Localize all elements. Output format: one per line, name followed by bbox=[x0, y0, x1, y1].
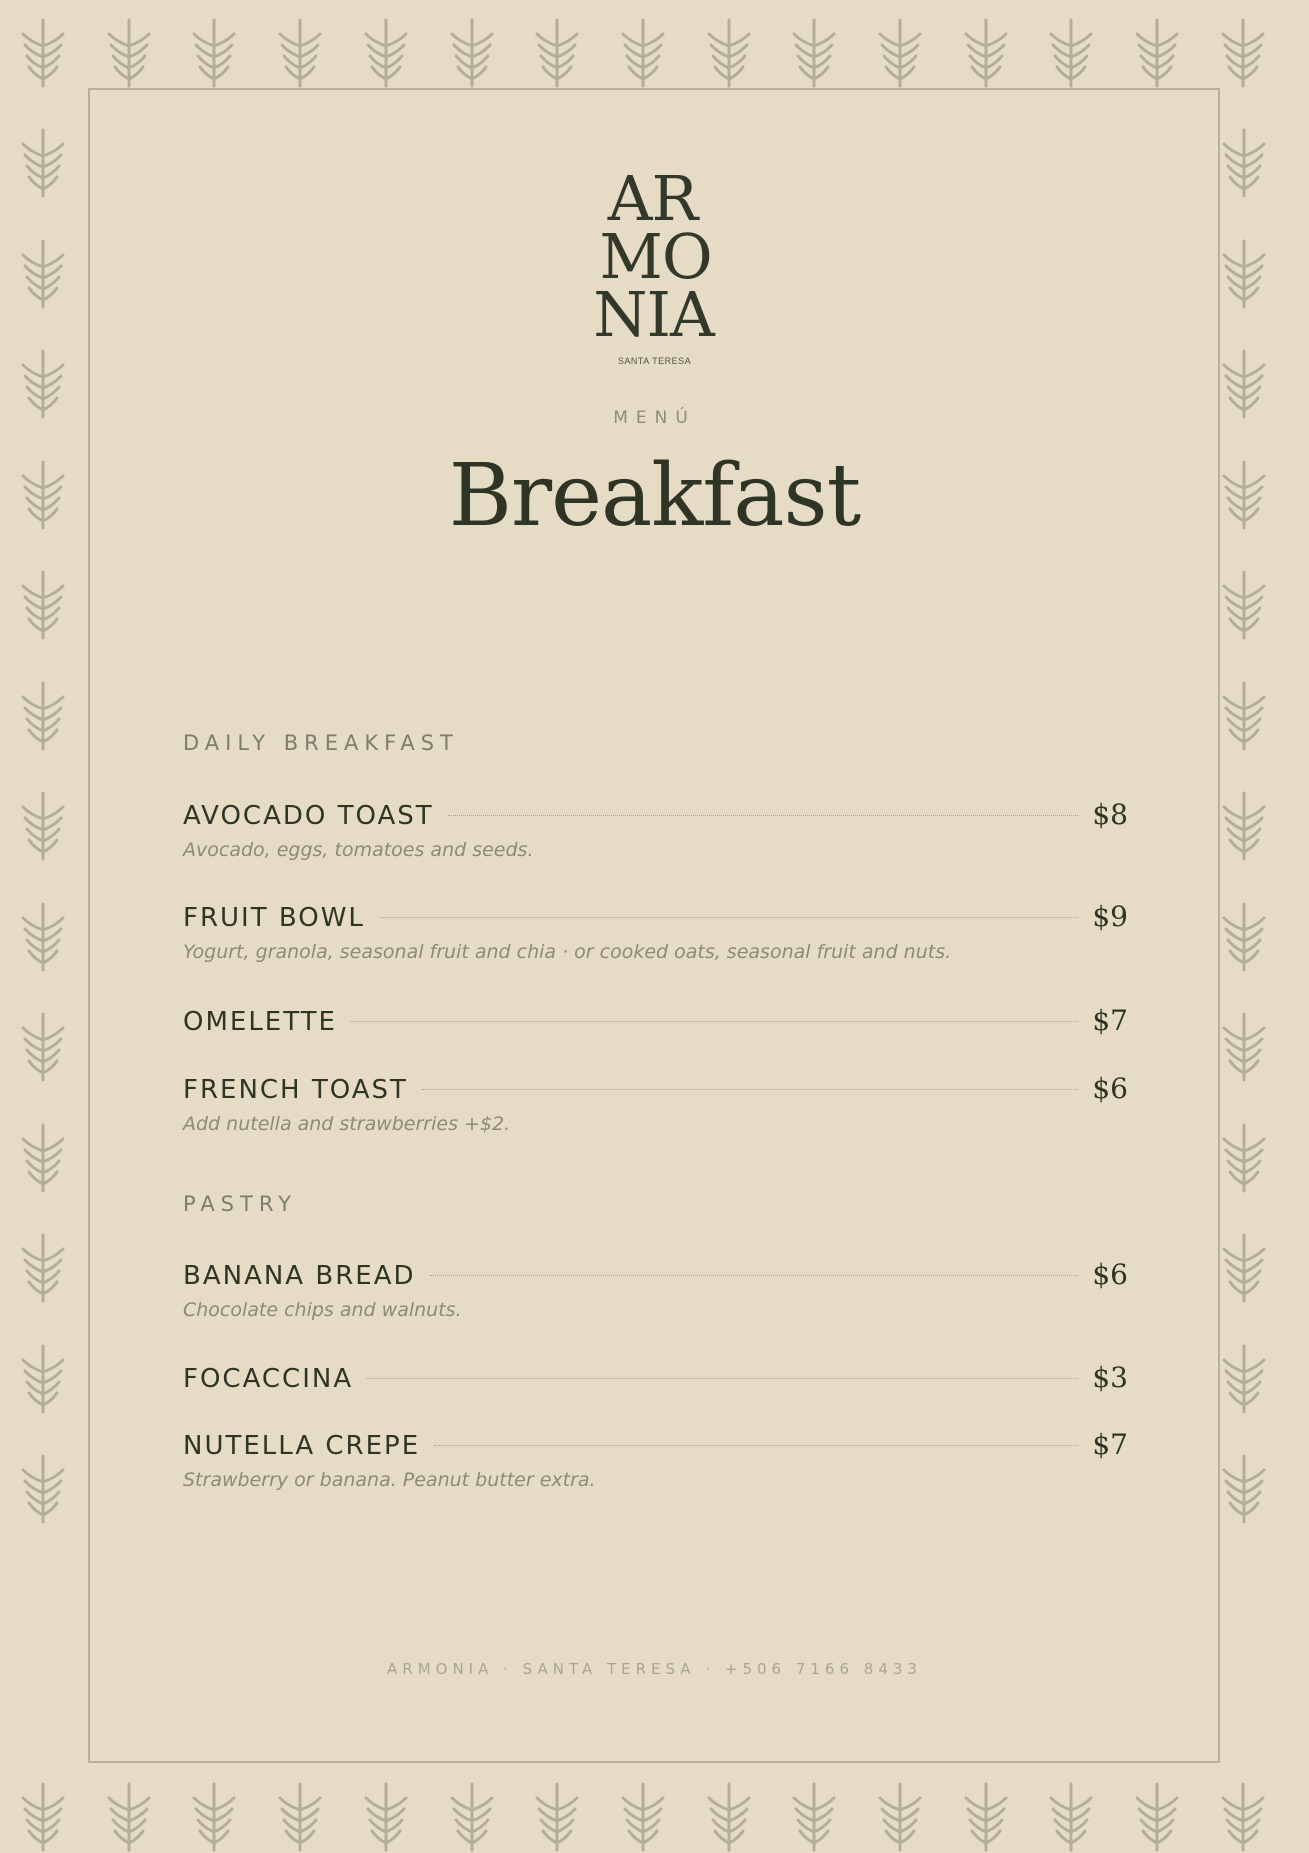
item-name: NUTELLA CREPE bbox=[183, 1431, 421, 1461]
fern-sprig-icon bbox=[23, 20, 63, 86]
dotted-leader bbox=[367, 1378, 1078, 1379]
logo-line-1: AR bbox=[607, 162, 698, 235]
fern-sprig-icon bbox=[23, 1014, 63, 1080]
fern-sprig-icon bbox=[1051, 20, 1091, 86]
section-title-pastry: PASTRY bbox=[183, 1192, 297, 1216]
fern-sprig-icon bbox=[1137, 20, 1177, 86]
fern-sprig-icon bbox=[794, 1784, 834, 1850]
fern-sprig-icon bbox=[452, 20, 492, 86]
item-description: Add nutella and strawberries +$2. bbox=[183, 1113, 511, 1135]
fern-sprig-icon bbox=[966, 20, 1006, 86]
item-description: Strawberry or banana. Peanut butter extra. bbox=[183, 1469, 596, 1491]
dotted-leader bbox=[379, 917, 1078, 918]
fern-sprig-icon bbox=[366, 20, 406, 86]
fern-sprig-icon bbox=[1224, 904, 1264, 970]
item-price: $6 bbox=[1092, 1072, 1128, 1105]
fern-sprig-icon bbox=[23, 572, 63, 638]
fern-sprig-icon bbox=[794, 20, 834, 86]
fern-sprig-icon bbox=[452, 1784, 492, 1850]
item-price: $8 bbox=[1092, 798, 1128, 831]
fern-sprig-icon bbox=[366, 1784, 406, 1850]
logo-subtitle: SANTA TERESA bbox=[617, 356, 692, 366]
fern-sprig-icon bbox=[23, 683, 63, 749]
item-price: $7 bbox=[1092, 1004, 1128, 1037]
fern-sprig-icon bbox=[23, 1456, 63, 1522]
dotted-leader bbox=[434, 1445, 1078, 1446]
item-name: FRUIT BOWL bbox=[183, 903, 365, 933]
fern-sprig-icon bbox=[23, 1125, 63, 1191]
menu-item-focaccina bbox=[183, 1361, 1128, 1394]
fern-sprig-icon bbox=[537, 20, 577, 86]
item-description: Avocado, eggs, tomatoes and seeds. bbox=[183, 839, 534, 861]
item-name: FOCACCINA bbox=[183, 1364, 354, 1394]
item-name: OMELETTE bbox=[183, 1007, 337, 1037]
fern-sprig-icon bbox=[23, 904, 63, 970]
item-description: Yogurt, granola, seasonal fruit and chia · or cooked oats, seasonal fruit and nuts. bbox=[183, 941, 952, 963]
fern-sprig-icon bbox=[1223, 20, 1263, 86]
fern-sprig-icon bbox=[709, 20, 749, 86]
fern-sprig-icon bbox=[194, 20, 234, 86]
fern-sprig-icon bbox=[623, 1784, 663, 1850]
fern-sprig-icon bbox=[1224, 1456, 1264, 1522]
menu-item-nutella-crepe bbox=[183, 1428, 1128, 1491]
fern-sprig-icon bbox=[1224, 1125, 1264, 1191]
fern-sprig-icon bbox=[1224, 683, 1264, 749]
section-title-daily-breakfast: DAILY BREAKFAST bbox=[183, 731, 459, 755]
fern-sprig-icon bbox=[880, 1784, 920, 1850]
fern-sprig-icon bbox=[1051, 1784, 1091, 1850]
dotted-leader bbox=[430, 1275, 1079, 1276]
item-name: FRENCH TOAST bbox=[183, 1075, 408, 1105]
fern-sprig-icon bbox=[23, 1235, 63, 1301]
armonia-logo bbox=[0, 162, 1309, 366]
item-price: $6 bbox=[1092, 1258, 1128, 1291]
fern-sprig-icon bbox=[109, 1784, 149, 1850]
item-price: $9 bbox=[1092, 900, 1128, 933]
item-price: $3 bbox=[1092, 1361, 1128, 1394]
dotted-leader bbox=[351, 1021, 1078, 1022]
dotted-leader bbox=[422, 1089, 1078, 1090]
fern-sprig-icon bbox=[1224, 572, 1264, 638]
footer-contact: ARMONIA · SANTA TERESA · +506 7166 8433 bbox=[387, 1660, 922, 1678]
fern-sprig-icon bbox=[709, 1784, 749, 1850]
menu-item-fruit-bowl bbox=[183, 900, 1128, 963]
fern-sprig-icon bbox=[1224, 1014, 1264, 1080]
fern-sprig-icon bbox=[966, 1784, 1006, 1850]
fern-sprig-icon bbox=[23, 793, 63, 859]
fern-sprig-icon bbox=[537, 1784, 577, 1850]
item-description: Chocolate chips and walnuts. bbox=[183, 1299, 462, 1321]
menu-item-banana-bread bbox=[183, 1258, 1128, 1321]
fern-sprig-icon bbox=[880, 20, 920, 86]
fern-sprig-icon bbox=[280, 20, 320, 86]
fern-sprig-icon bbox=[1137, 1784, 1177, 1850]
item-name: BANANA BREAD bbox=[183, 1261, 416, 1291]
dotted-leader bbox=[448, 815, 1079, 816]
page-title: Breakfast bbox=[448, 446, 861, 546]
fern-sprig-icon bbox=[23, 1784, 63, 1850]
fern-sprig-icon bbox=[1224, 1235, 1264, 1301]
logo-line-3: NIA bbox=[593, 278, 714, 351]
item-name: AVOCADO TOAST bbox=[183, 801, 434, 831]
fern-sprig-icon bbox=[623, 20, 663, 86]
menu-item-avocado-toast bbox=[183, 798, 1128, 861]
fern-sprig-icon bbox=[1224, 793, 1264, 859]
menu-item-french-toast bbox=[183, 1072, 1128, 1135]
fern-sprig-icon bbox=[1224, 1346, 1264, 1412]
fern-sprig-icon bbox=[194, 1784, 234, 1850]
fern-sprig-icon bbox=[280, 1784, 320, 1850]
menu-label: MENÚ bbox=[613, 408, 696, 428]
item-price: $7 bbox=[1092, 1428, 1128, 1461]
menu-item-omelette bbox=[183, 1004, 1128, 1037]
fern-sprig-icon bbox=[109, 20, 149, 86]
fern-sprig-icon bbox=[23, 1346, 63, 1412]
fern-sprig-icon bbox=[1223, 1784, 1263, 1850]
logo-line-2: MO bbox=[599, 220, 712, 293]
